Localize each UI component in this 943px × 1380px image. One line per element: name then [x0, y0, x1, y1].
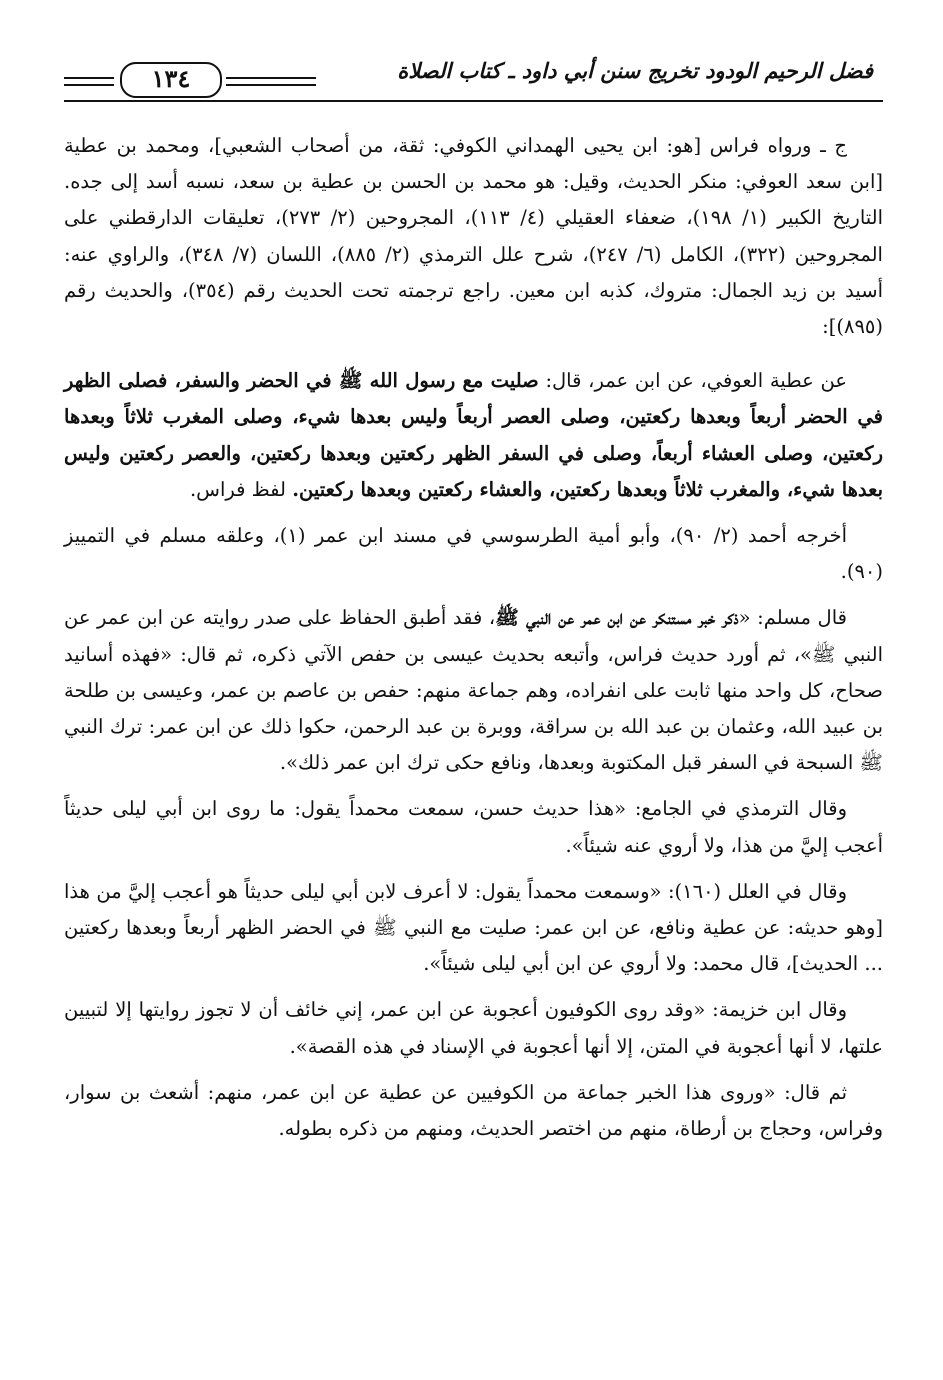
- quote-text: ، فقد أطبق الحفاظ على صدر روايته عن ابن عمر عن النبي ﷺ»، ثم أورد حديث فراس، وأتبعه بحديث عيسى بن حفص الآتي ذكره، ثم قال: «فهذه أسانيد صحاح، كل واحد منها ثابت على انفراده، وهم جماعة منهم: حفص بن عاصم بن عمر، وعيسى بن طلحة بن عبيد الله، وعثمان بن عبد الله بن سراقة، ووبرة بن عبد الرحمن، حكوا ذلك عن ابن عمر: ترك النبي ﷺ السبحة في السفر قبل المكتوبة وبعدها، ونافع حكى ترك ابن عمر ذلك».: [64, 606, 883, 775]
- paragraph-ibn-khuzaymah: [64, 992, 883, 1064]
- header-rule: [64, 100, 883, 102]
- paragraph-takhrij: [64, 518, 883, 590]
- paragraph-muslim-quote: [64, 600, 883, 781]
- paragraph-narration-note: [64, 128, 883, 345]
- paragraph-text: وقال في العلل (١٦٠): «وسمعت محمداً يقول: لا أعرف لابن أبي ليلى حديثاً هو أعجب إليَّ من هذا [وهو حديثه: عن عطية ونافع، عن ابن عمر: صليت مع النبي ﷺ في الحضر الظهر أربعاً وبعدها ركعتين ... الحديث]، قال محمد: ولا أروي عن ابن أبي ليلى شيئاً».: [64, 879, 883, 976]
- page-header: [64, 48, 883, 104]
- page-number-ornament: [64, 62, 314, 96]
- paragraph-tirmidhi-jami: [64, 791, 883, 863]
- paragraph-continuation: [64, 1075, 883, 1147]
- quote-lead: قال مسلم: «: [738, 606, 847, 630]
- header-double-rule-left: [64, 77, 114, 86]
- header-double-rule-right: [226, 77, 316, 86]
- paragraph-text: وقال ابن خزيمة: «وقد روى الكوفيون أعجوبة عن ابن عمر، إني خائف أن لا تجوز روايتها إلا لتبيين علتها، لا أنها أعجوبة في المتن، إلا أنها أعجوبة في الإسناد في هذه القصة».: [64, 998, 883, 1058]
- paragraph-tirmidhi-ilal: [64, 874, 883, 983]
- hadith-text: صليت مع رسول الله ﷺ في الحضر والسفر، فصلى الظهر في الحضر أربعاً وبعدها ركعتين، وصلى العصر أربعاً وليس بعدها شيء، وصلى المغرب ثلاثاً وبعدها ركعتين، وصلى العشاء أربعاً، وصلى في السفر الظهر ركعتين وبعدها ركعتين، والعصر ركعتين وليس بعدها شيء، والمغرب ثلاثاً وبعدها ركعتين، والعشاء ركعتين وبعدها ركعتين.: [64, 369, 883, 501]
- hadith-tail: لفظ فراس.: [189, 477, 293, 501]
- paragraph-text: أخرجه أحمد (٢/ ٩٠)، وأبو أمية الطرسوسي في مسند ابن عمر (١)، وعلقه مسلم في التمييز (٩٠).: [64, 524, 883, 584]
- paragraph-hadith: [64, 363, 883, 508]
- quote-strong: ذكر خبر مستنكر عن ابن عمر عن النبي ﷺ: [495, 606, 739, 630]
- page-number: ١٣٤: [120, 62, 222, 98]
- paragraph-text: وقال الترمذي في الجامع: «هذا حديث حسن، سمعت محمداً يقول: ما روى ابن أبي ليلى حديثاً أعجب إليَّ من هذا، ولا أروي عنه شيئاً».: [64, 797, 883, 857]
- paragraph-text: ج ـ ورواه فراس [هو: ابن يحيى الهمداني الكوفي: ثقة، من أصحاب الشعبي]، ومحمد بن عطية [ابن سعد العوفي: منكر الحديث، وقيل: هو محمد بن الحسن بن عطية بن سعد، نسبه أسد إلى جده. التاريخ الكبير (١/ ١٩٨)، ضعفاء العقيلي (٤/ ١١٣)، المجروحين (٢/ ٢٧٣)، تعليقات الدارقطني على المجروحين (٣٢٢)، الكامل (٦/ ٢٤٧)، شرح علل الترمذي (٢/ ٨٨٥)، اللسان (٧/ ٣٤٨)، والراوي عنه: أسيد بن زيد الجمال: متروك، كذبه ابن معين. راجع ترجمته تحت الحديث رقم (٣٥٤)، والحديث رقم (٨٩٥)]:: [64, 134, 884, 339]
- paragraph-text: ثم قال: «وروى هذا الخبر جماعة من الكوفيين عن عطية عن ابن عمر، منهم: أشعث بن سوار، وفراس، وحجاج بن أرطاة، منهم من اختصر الحديث، ومنهم من ذكره بطوله.: [64, 1080, 883, 1141]
- running-title: فضل الرحيم الودود تخريج سنن أبي داود ـ كتاب الصلاة: [397, 58, 873, 83]
- book-page: [64, 48, 883, 1360]
- page-content: [64, 128, 883, 1157]
- hadith-lead: عن عطية العوفي، عن ابن عمر، قال:: [538, 369, 847, 393]
